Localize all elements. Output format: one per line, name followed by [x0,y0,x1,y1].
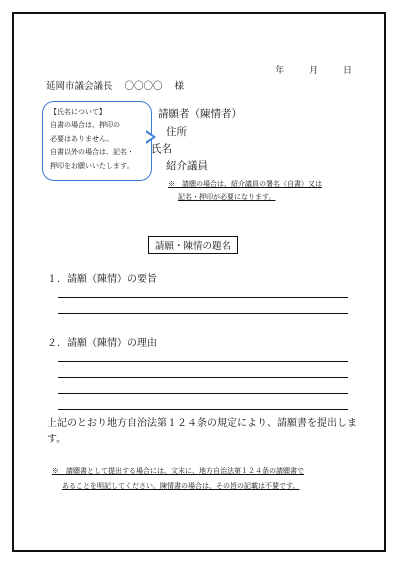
introducer-note-line: ※ 請願の場合は、紹介議員の署名（自書）又は [168,180,322,188]
callout-line: 自書の場合は、押印の [50,121,120,130]
introducer-label: 紹介議員 [166,160,208,172]
date-year: 年 [275,66,285,76]
submission-statement: 上記のとおり地方自治法第１２４条の規定により、請願書を提出します。 [47,418,357,445]
addressee-name: 〇〇〇〇 [124,81,163,92]
callout-title: 【氏名について】 [50,108,106,116]
date-line [253,63,352,76]
summary-write-line [58,313,348,314]
callout-line: 押印をお願いいたします。 [50,161,134,170]
petition-note [52,464,352,494]
callout-line: 自書以外の場合は、記名・ [50,148,134,157]
name-label: 氏名 [151,143,172,155]
date-day: 日 [342,66,352,76]
introducer-note [168,178,322,204]
name-note-callout [42,101,152,181]
addressee-suffix: 様 [174,81,185,92]
petition-note-line: あることを明記してください。陳情書の場合は、その旨の記載は不要です。 [62,482,300,490]
introducer-note-line: 記名・押印が必要になります。 [178,193,276,201]
reason-write-line [58,377,348,378]
date-month: 月 [309,66,319,76]
petition-note-line: ※ 請願書として提出する場合には、文末に、地方自治法第１２４条の請願書で [52,467,304,475]
address-label: 住所 [166,126,187,138]
callout-line: 必要はありません。 [50,134,114,143]
summary-write-line [58,297,348,298]
addressee-prefix: 延岡市議会議長 [46,81,113,92]
petition-title-box: 請願・陳情の題名 [148,236,238,254]
reason-write-line [58,393,348,394]
petitioner-label: 請願者（陳情者） [158,108,242,120]
section-summary-heading: １．請願（陳情）の要旨 [47,274,157,285]
reason-write-line [58,409,348,410]
addressee [46,78,184,92]
section-reason-heading: ２．請願（陳情）の理由 [47,338,157,349]
reason-write-line [58,361,348,362]
